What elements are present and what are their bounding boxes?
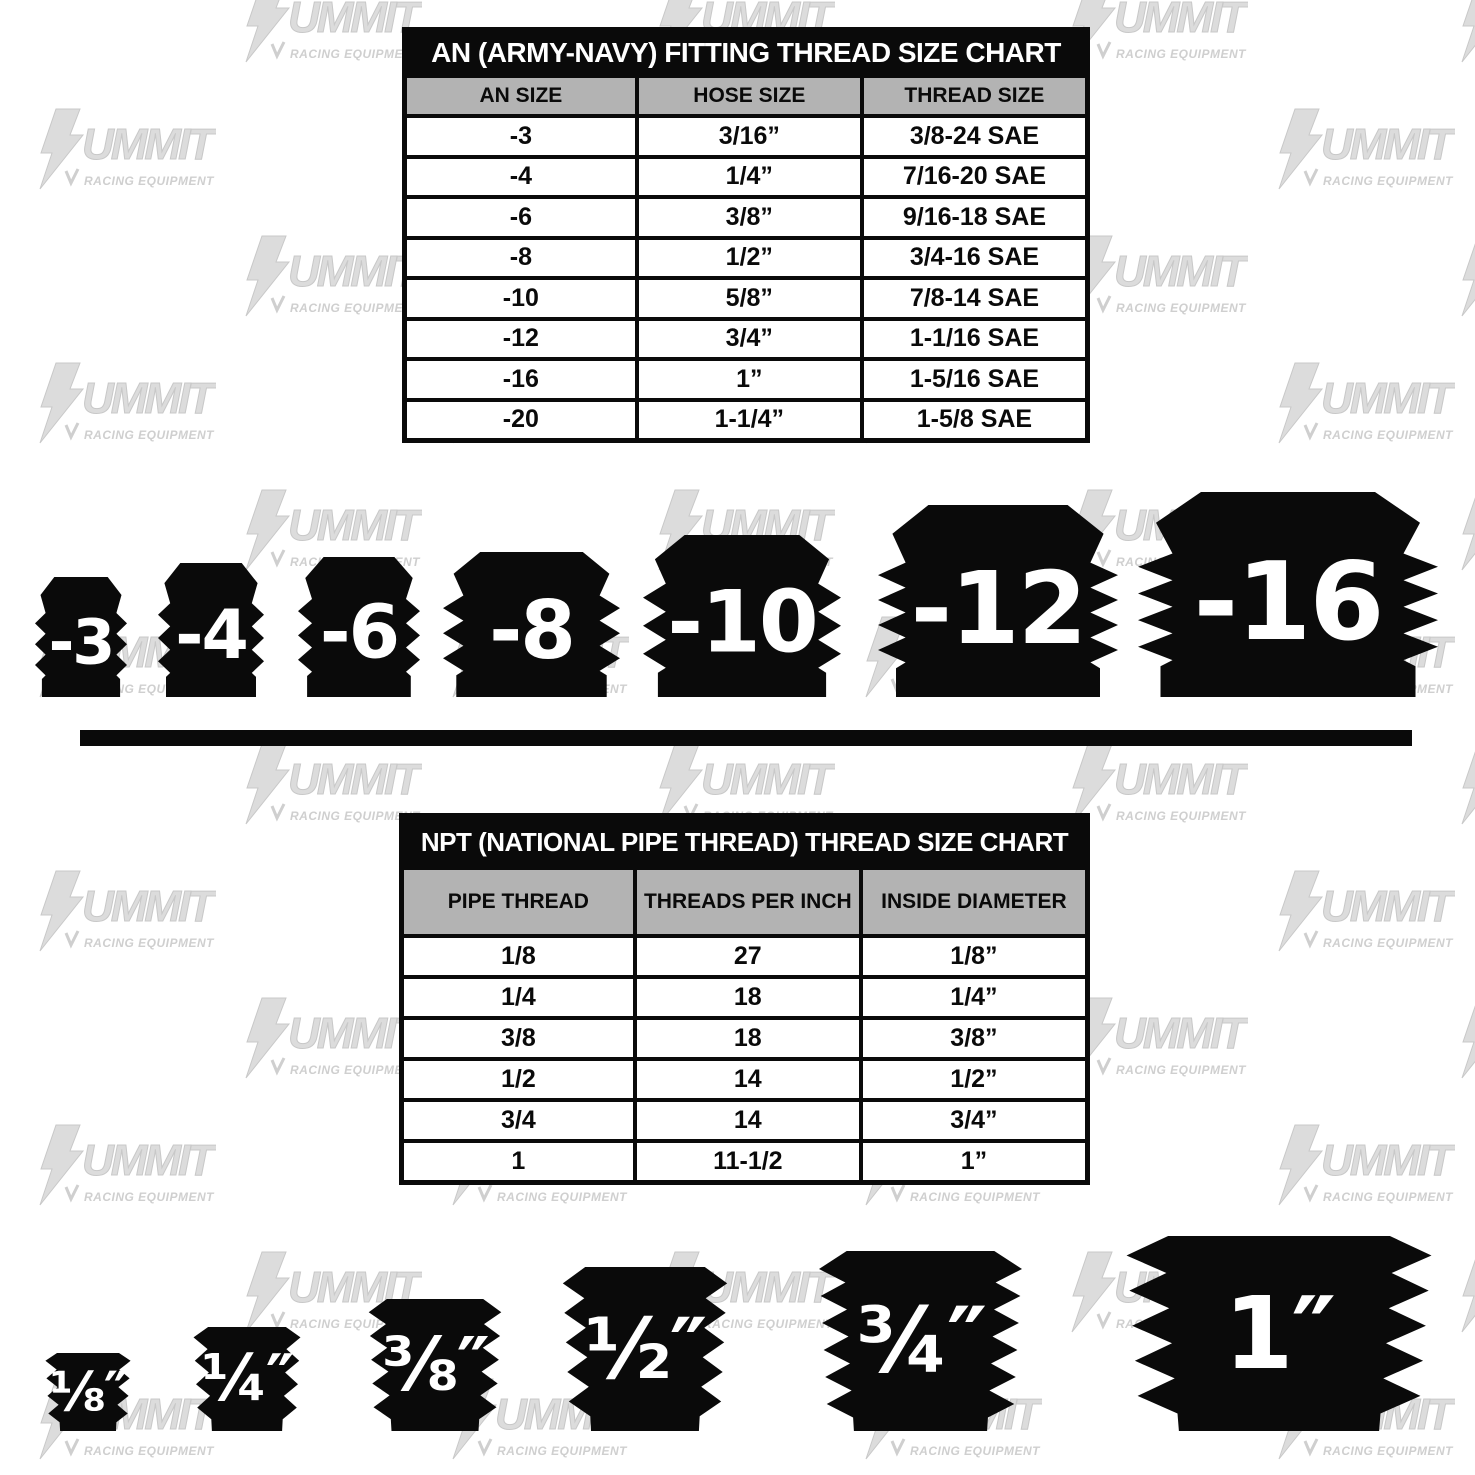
summit-logo-watermark [26, 107, 216, 192]
fitting-size-label: ½″ [584, 1300, 706, 1398]
table-row [404, 979, 1085, 1016]
table-cell: 3/4” [639, 321, 860, 358]
summit-logo-watermark [232, 742, 422, 827]
table-cell: 1/2” [639, 240, 860, 277]
summit-logo-watermark [1265, 107, 1455, 192]
table-cell: 3/8” [639, 199, 860, 236]
table-cell: 1/8 [404, 938, 633, 975]
table-cell: 1/2” [863, 1061, 1085, 1098]
fitting-size-label: ¼″ [201, 1342, 293, 1416]
summit-logo-watermark [26, 1123, 216, 1208]
npt-fitting- [368, 1299, 502, 1431]
summit-logo-watermark [232, 0, 422, 65]
table-row [407, 118, 1085, 155]
fitting-size-label: -10 [667, 572, 817, 673]
table-cell: 5/8” [639, 280, 860, 317]
table-cell: -4 [407, 159, 635, 196]
table-cell: 7/16-20 SAE [864, 159, 1085, 196]
fitting-size-label: 1″ [1223, 1275, 1335, 1392]
table-cell: 1” [863, 1143, 1085, 1180]
table-cell: -10 [407, 280, 635, 317]
an-fitting--3 [35, 577, 127, 697]
section-divider [80, 730, 1412, 746]
an-fitting--6 [298, 557, 420, 697]
summit-logo-watermark [1448, 996, 1475, 1081]
table-cell: 1 [404, 1143, 633, 1180]
column-header: HOSE SIZE [639, 78, 860, 114]
table-cell: 1/2 [404, 1061, 633, 1098]
table-row [404, 1061, 1085, 1098]
table-cell: 3/4-16 SAE [864, 240, 1085, 277]
table-cell: 3/4” [863, 1102, 1085, 1139]
table-row [404, 1020, 1085, 1057]
table-row [407, 280, 1085, 317]
an-table-title: AN (ARMY-NAVY) FITTING THREAD SIZE CHART [407, 32, 1085, 74]
table-cell: 1” [639, 361, 860, 398]
column-header: INSIDE DIAMETER [863, 870, 1085, 934]
table-cell: 27 [637, 938, 859, 975]
table-cell: 18 [637, 1020, 859, 1057]
summit-logo-watermark [26, 361, 216, 446]
summit-logo-watermark [232, 996, 422, 1081]
an-fitting--12 [878, 505, 1118, 697]
summit-logo-watermark [1265, 869, 1455, 954]
summit-logo-watermark [1448, 1250, 1475, 1335]
an-table-header-row [407, 78, 1085, 114]
fitting-size-label: -4 [175, 595, 247, 675]
npt-fitting- [193, 1327, 301, 1431]
table-cell: -8 [407, 240, 635, 277]
table-cell: 3/4 [404, 1102, 633, 1139]
table-row [407, 321, 1085, 358]
table-row [407, 361, 1085, 398]
column-header: THREAD SIZE [864, 78, 1085, 114]
column-header: THREADS PER INCH [637, 870, 859, 934]
npt-table-title: NPT (NATIONAL PIPE THREAD) THREAD SIZE CHART [404, 818, 1085, 866]
an-thread-size-table [402, 27, 1090, 443]
fitting-size-label: -8 [489, 583, 574, 677]
fitting-size-label: ¾″ [855, 1288, 986, 1394]
table-row [407, 199, 1085, 236]
summit-logo-watermark [1265, 361, 1455, 446]
table-cell: 1/4” [863, 979, 1085, 1016]
table-cell: 1-1/4” [639, 402, 860, 439]
npt-fitting- [562, 1267, 728, 1431]
table-cell: 1-1/16 SAE [864, 321, 1085, 358]
table-cell: 18 [637, 979, 859, 1016]
an-fitting--10 [643, 535, 841, 697]
table-cell: 3/8-24 SAE [864, 118, 1085, 155]
table-cell: -12 [407, 321, 635, 358]
an-fitting--8 [443, 552, 620, 697]
table-row [407, 402, 1085, 439]
table-cell: 11-1/2 [637, 1143, 859, 1180]
table-cell: 14 [637, 1061, 859, 1098]
table-row [404, 1143, 1085, 1180]
fitting-size-label: -12 [910, 550, 1086, 668]
table-cell: 1-5/16 SAE [864, 361, 1085, 398]
table-cell: 7/8-14 SAE [864, 280, 1085, 317]
fitting-size-label: -16 [1193, 540, 1383, 666]
table-cell: -6 [407, 199, 635, 236]
table-row [404, 1102, 1085, 1139]
table-cell: 3/16” [639, 118, 860, 155]
table-cell: -16 [407, 361, 635, 398]
table-cell: 9/16-18 SAE [864, 199, 1085, 236]
table-row [404, 938, 1085, 975]
npt-thread-size-table [399, 813, 1090, 1185]
table-cell: 14 [637, 1102, 859, 1139]
table-row [407, 159, 1085, 196]
fitting-size-label: -6 [319, 589, 399, 676]
fitting-size-label: ⅜″ [382, 1322, 488, 1408]
npt-fitting-1 [1125, 1236, 1433, 1431]
npt-fitting- [45, 1353, 131, 1431]
table-cell: 1/4 [404, 979, 633, 1016]
table-cell: 1/8” [863, 938, 1085, 975]
an-fitting--16 [1138, 492, 1438, 697]
fitting-size-label: -3 [48, 605, 114, 679]
npt-fitting- [818, 1251, 1023, 1431]
npt-table-header-row [404, 870, 1085, 934]
table-cell: 3/8” [863, 1020, 1085, 1057]
table-cell: -3 [407, 118, 635, 155]
summit-logo-watermark [1448, 234, 1475, 319]
column-header: AN SIZE [407, 78, 635, 114]
column-header: PIPE THREAD [404, 870, 633, 934]
summit-logo-watermark [1265, 1123, 1455, 1208]
fitting-size-label: ⅛″ [49, 1360, 127, 1424]
summit-logo-watermark [232, 234, 422, 319]
table-cell: 1-5/8 SAE [864, 402, 1085, 439]
table-cell: 1/4” [639, 159, 860, 196]
summit-logo-watermark [1448, 0, 1475, 65]
summit-logo-watermark [1448, 488, 1475, 573]
table-cell: -20 [407, 402, 635, 439]
table-row [407, 240, 1085, 277]
summit-logo-watermark [1448, 742, 1475, 827]
summit-logo-watermark [26, 869, 216, 954]
table-cell: 3/8 [404, 1020, 633, 1057]
an-fitting--4 [158, 563, 264, 697]
